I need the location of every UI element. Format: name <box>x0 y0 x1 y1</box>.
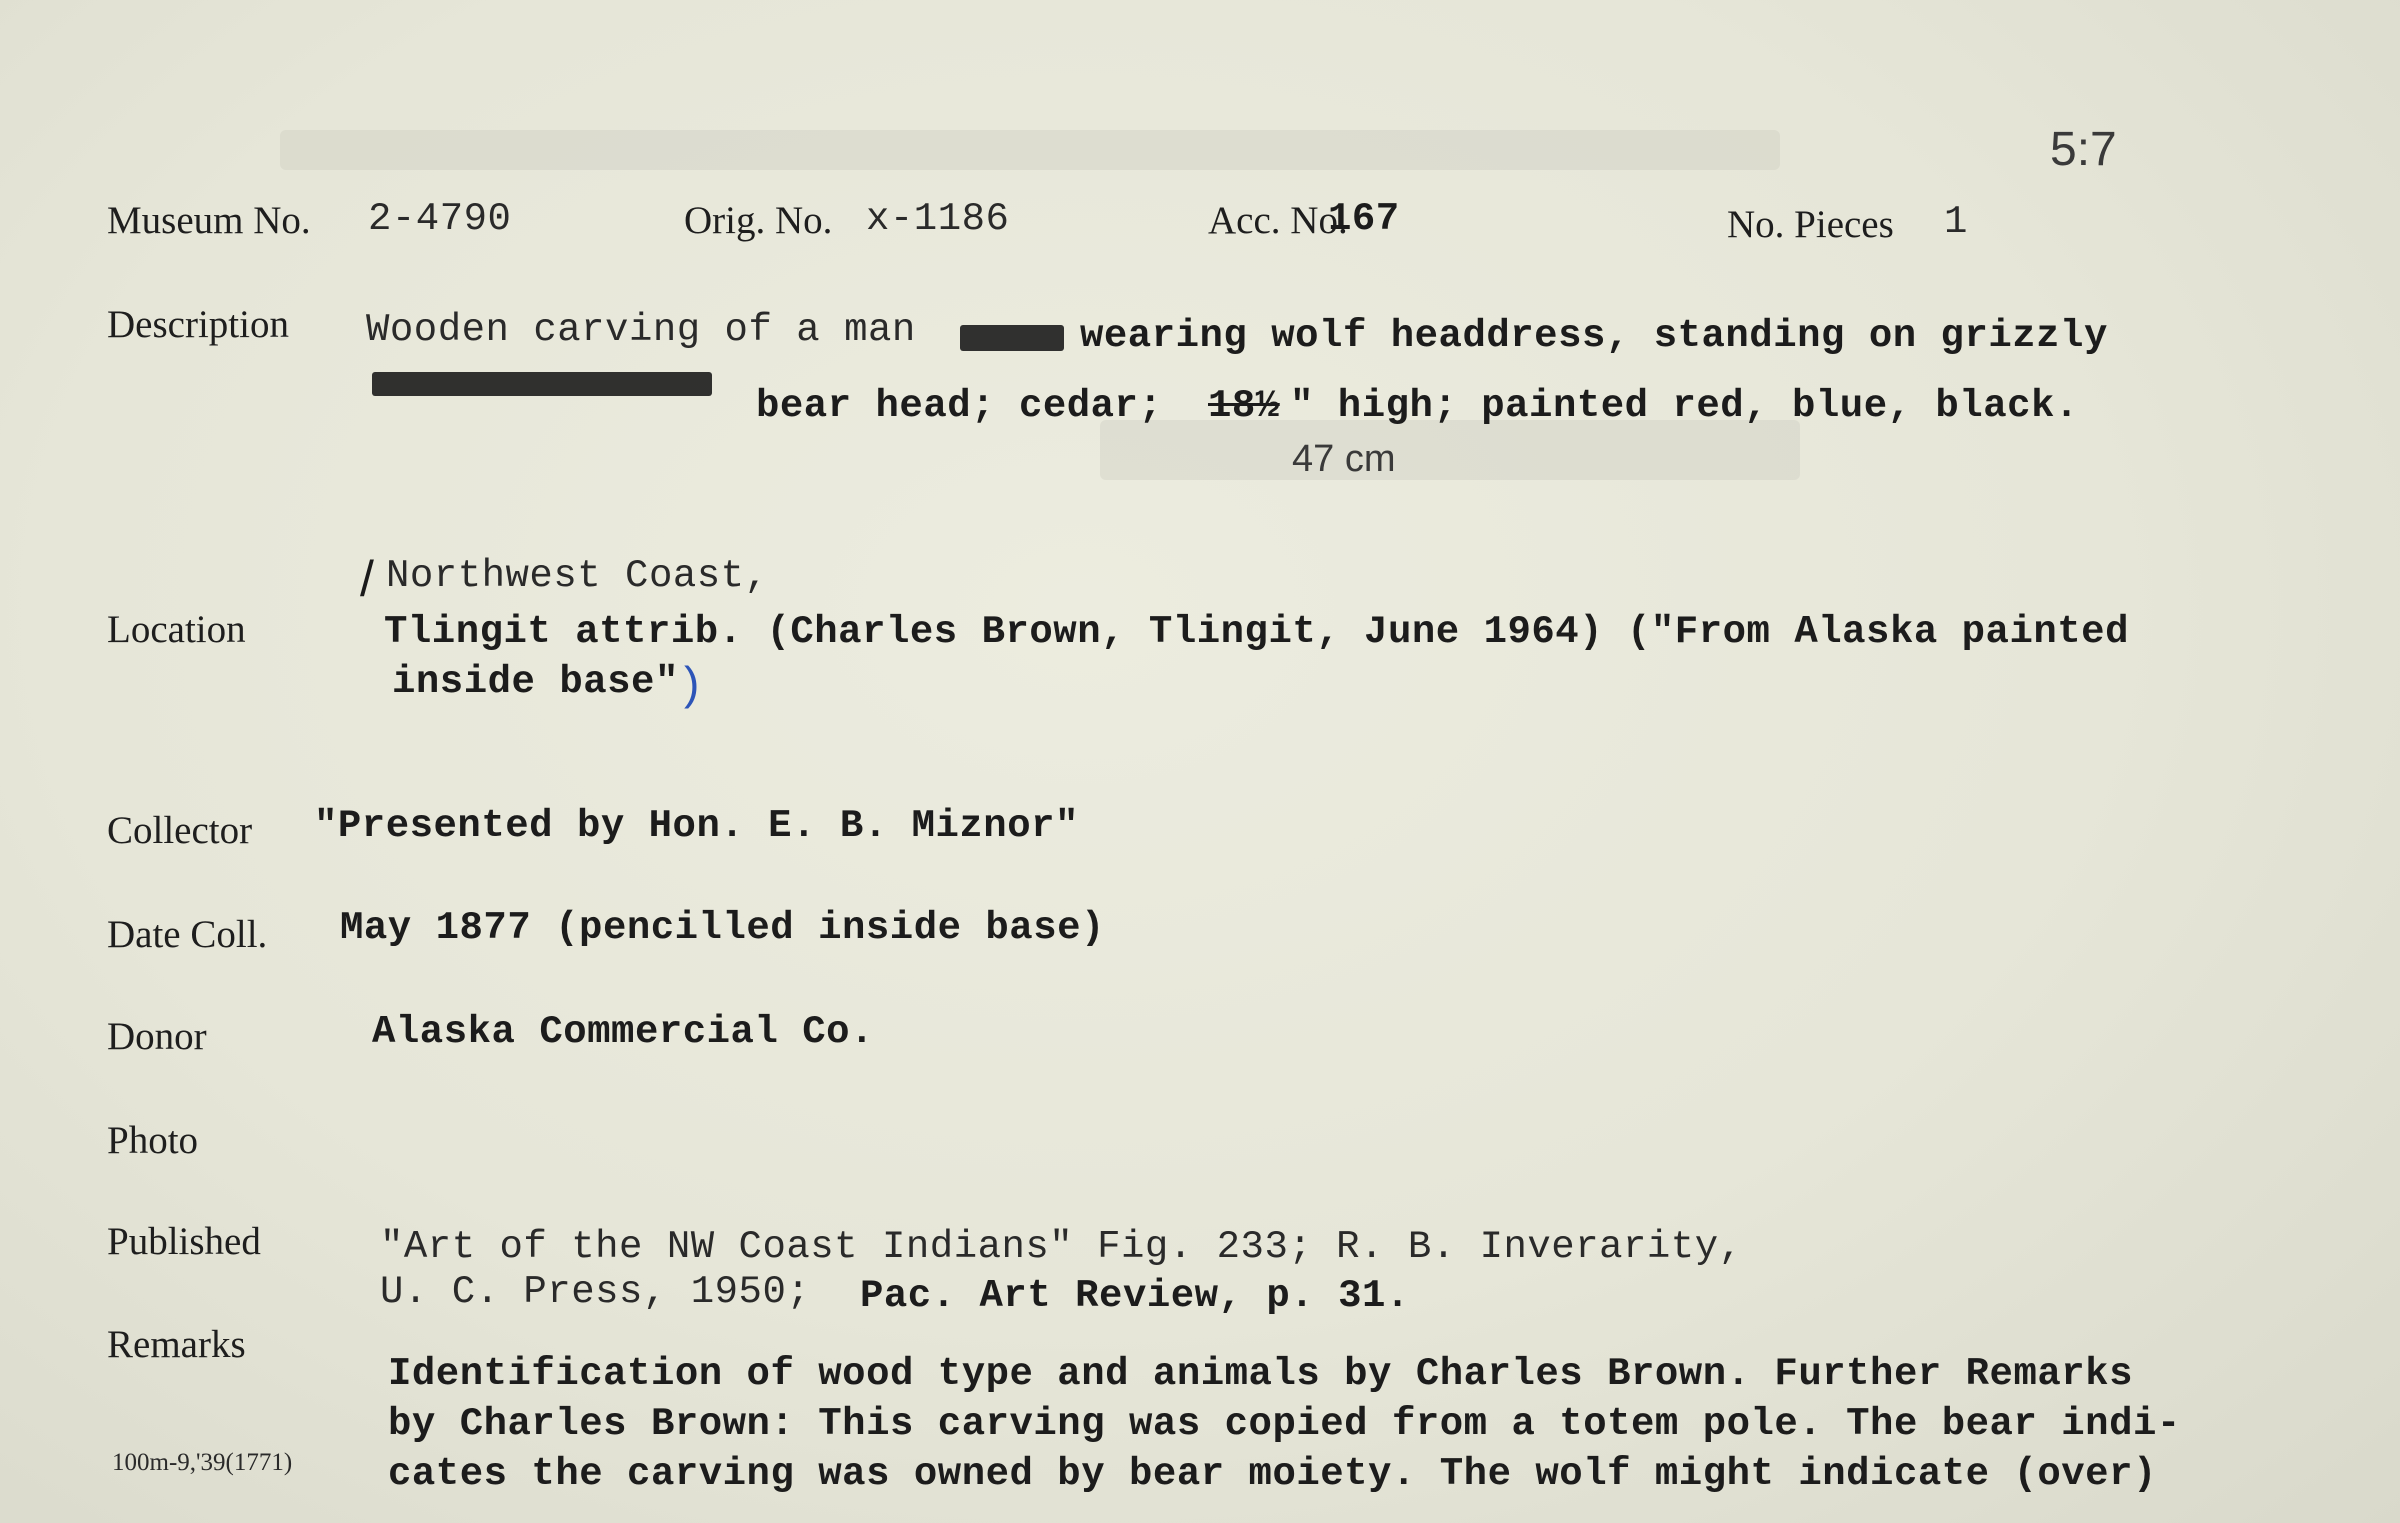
description-struck-measure: 18½ <box>1208 384 1280 428</box>
bleed-through-mark <box>280 130 1780 170</box>
date-coll-value: May 1877 (pencilled inside base) <box>340 906 1105 950</box>
form-code: 100m-9,'39(1771) <box>112 1449 293 1476</box>
description-line2-a: bear head; cedar; <box>756 384 1163 428</box>
museum-no-value: 2-4790 <box>368 197 512 241</box>
description-line1-b: wearing wolf headdress, standing on grizzly <box>1080 314 2108 358</box>
published-line1: "Art of the NW Coast Indians" Fig. 233; R. B. Inverarity, <box>380 1225 1743 1269</box>
location-label: Location <box>107 608 246 651</box>
pieces-label: No. Pieces <box>1727 203 1894 246</box>
remarks-line1: Identification of wood type and animals by Charles Brown. Further Remarks <box>388 1352 2133 1396</box>
published-line2-a: U. C. Press, 1950; <box>380 1270 811 1314</box>
donor-value: Alaska Commercial Co. <box>372 1010 874 1054</box>
description-label: Description <box>107 303 289 346</box>
location-line3: inside base" <box>392 660 679 704</box>
description-line2-b: " high; painted red, blue, black. <box>1290 384 2079 428</box>
bleed-through-mark <box>1100 420 1800 480</box>
corner-number: 5:7 <box>2050 123 2117 176</box>
orig-no-value: x-1186 <box>866 197 1010 241</box>
museum-no-label: Museum No. <box>107 199 311 242</box>
strikethrough-block <box>372 372 712 396</box>
location-line2: Tlingit attrib. (Charles Brown, Tlingit, June 1964) ("From Alaska painted <box>384 610 2129 654</box>
acc-no-label: Acc. No. <box>1208 199 1348 242</box>
metric-note: 47 cm <box>1292 438 1396 480</box>
remarks-label: Remarks <box>107 1323 246 1366</box>
date-coll-label: Date Coll. <box>107 913 268 956</box>
published-label: Published <box>107 1220 261 1263</box>
published-line2-b: Pac. Art Review, p. 31. <box>860 1274 1410 1318</box>
remarks-line2: by Charles Brown: This carving was copied from a totem pole. The bear indi- <box>388 1402 2181 1446</box>
acc-no-value: 167 <box>1328 197 1400 241</box>
location-line1: Northwest Coast, <box>386 554 769 598</box>
collector-label: Collector <box>107 809 253 852</box>
remarks-line3: cates the carving was owned by bear moiety. The wolf might indicate (over) <box>388 1452 2157 1496</box>
pieces-value: 1 <box>1944 200 1968 244</box>
orig-no-label: Orig. No. <box>684 199 833 242</box>
collector-value: "Presented by Hon. E. B. Miznor" <box>314 804 1079 848</box>
description-line1-a: Wooden carving of a man <box>366 308 916 352</box>
photo-label: Photo <box>107 1119 199 1162</box>
donor-label: Donor <box>107 1015 207 1058</box>
location-blue-paren: ) <box>684 657 700 709</box>
location-slash-mark: / <box>360 551 374 607</box>
strikethrough-block <box>960 325 1064 351</box>
